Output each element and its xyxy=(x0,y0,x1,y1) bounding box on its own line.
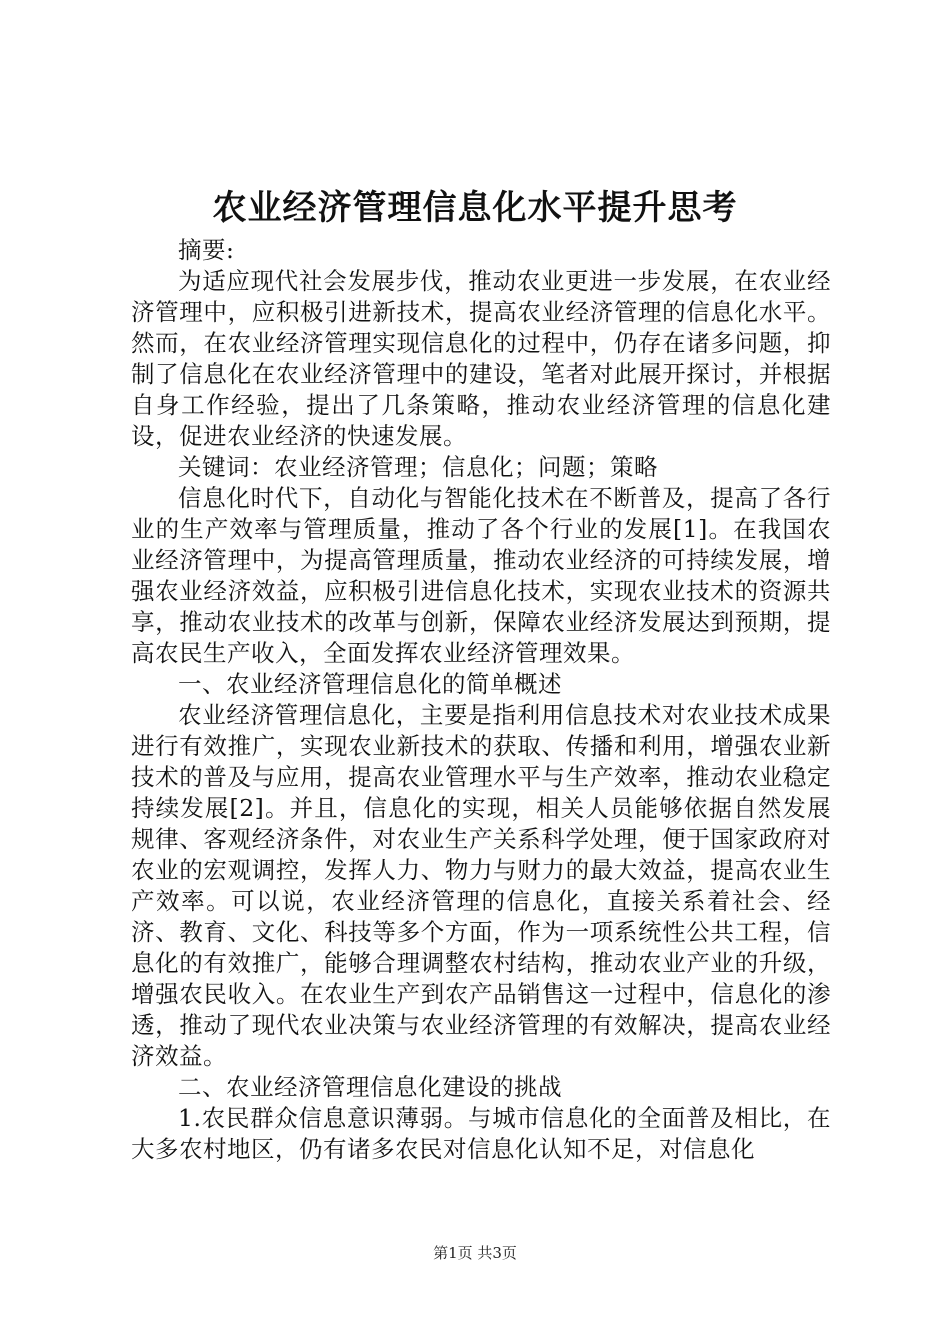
section-1-paragraph: 农业经济管理信息化，主要是指利用信息技术对农业技术成果进行有效推广，实现农业新技术的获取、传播和利用，增强农业新技术的普及与应用，提高农业管理水平与生产效率，推动农业稳定持续发展[2]。并且，信息化的实现，相关人员能够依据自然发展规律、客观经济条件，对农业生产关系科学处理，便于国家政府对农业的宏观调控，发挥人力、物力与财力的最大效益，提高农业生产效率。可以说，农业经济管理的信息化，直接关系着社会、经济、教育、文化、科技等多个方面，作为一项系统性公共工程，信息化的有效推广，能够合理调整农村结构，推动农业产业的升级，增强农民收入。在农业生产到农产品销售这一过程中，信息化的渗透，推动了现代农业决策与农业经济管理的有效解决，提高农业经济效益。 xyxy=(131,701,831,1070)
keywords-paragraph: 关键词：农业经济管理；信息化；问题；策略 xyxy=(178,453,658,481)
document-title: 农业经济管理信息化水平提升思考 xyxy=(212,188,738,228)
abstract-paragraph: 为适应现代社会发展步伐，推动农业更进一步发展，在农业经济管理中，应积极引进新技术，提高农业经济管理的信息化水平。然而，在农业经济管理实现信息化的过程中，仍存在诸多问题，抑制了信息化在农业经济管理中的建设，笔者对此展开探讨，并根据自身工作经验，提出了几条策略，推动农业经济管理的信息化建设，促进农业经济的快速发展。 xyxy=(131,267,831,450)
page-footer: 第1页 共3页 xyxy=(433,1244,517,1262)
section-heading-2: 二、农业经济管理信息化建设的挑战 xyxy=(178,1073,562,1101)
intro-paragraph: 信息化时代下，自动化与智能化技术在不断普及，提高了各行业的生产效率与管理质量，推动了各个行业的发展[1]。在我国农业经济管理中，为提高管理质量，推动农业经济的可持续发展，增强农业经济效益，应积极引进信息化技术，实现农业技术的资源共享，推动农业技术的改革与创新，保障农业经济发展达到预期，提高农民生产收入，全面发挥农业经济管理效果。 xyxy=(131,484,831,667)
document-body xyxy=(131,235,831,1165)
abstract-label: 摘要: xyxy=(178,236,235,264)
section-heading-1: 一、农业经济管理信息化的简单概述 xyxy=(178,670,562,698)
section-2-paragraph: 1.农民群众信息意识薄弱。与城市信息化的全面普及相比，在大多农村地区，仍有诸多农民对信息化认知不足，对信息化 xyxy=(131,1104,831,1163)
